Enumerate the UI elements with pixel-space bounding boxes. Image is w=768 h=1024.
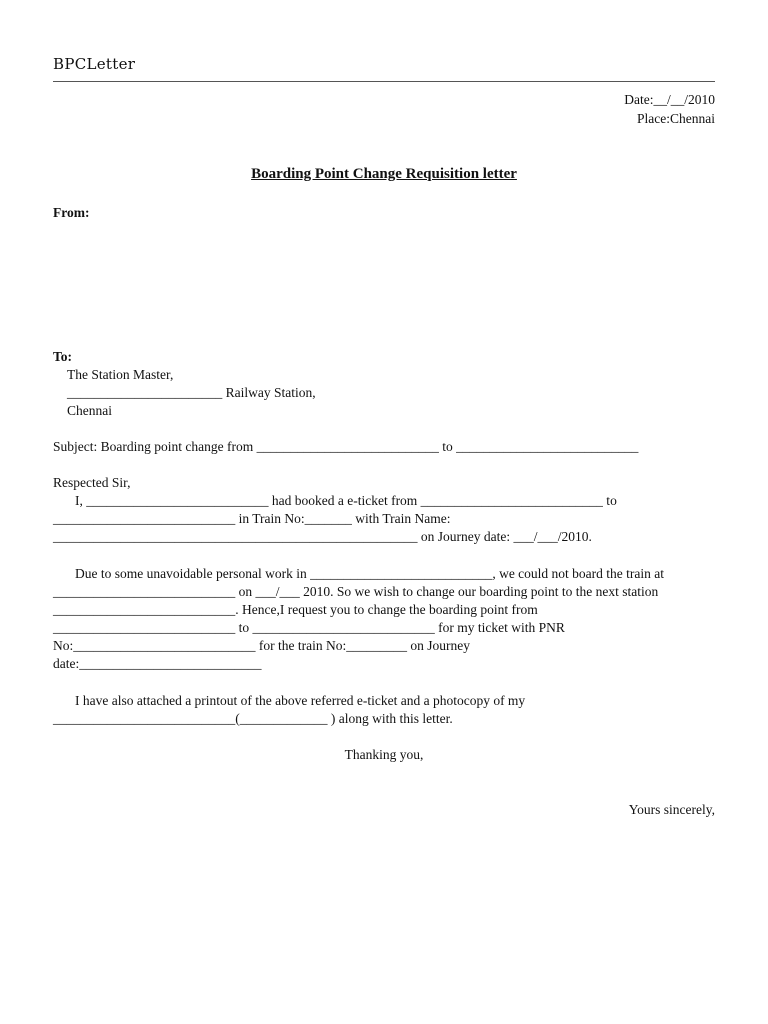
date-line: Date:__/__/2010 xyxy=(624,92,715,107)
from-label: From: xyxy=(53,205,90,220)
to-line-1: The Station Master, xyxy=(67,367,174,382)
para3-line-2: ___________________________(_____________ ) along with this letter. xyxy=(53,711,453,726)
to-line-3: Chennai xyxy=(67,403,112,418)
para1-line-1: I, ___________________________ had booked a e-ticket from ___________________________ to xyxy=(75,493,617,508)
sign-off-line: Yours sincerely, xyxy=(628,802,715,817)
subject-line: Subject: Boarding point change from ___________________________ to ___________________________ xyxy=(53,439,639,454)
header-divider xyxy=(53,81,715,82)
para2-line-2: ___________________________ on ___/___ 2010. So we wish to change our boarding point to the next station xyxy=(53,584,659,599)
to-line-2: _______________________ Railway Station, xyxy=(67,385,316,400)
para2-line-6: date:___________________________ xyxy=(53,656,262,671)
to-label: To: xyxy=(53,349,73,364)
para2-line-1: Due to some unavoidable personal work in ___________________________, we could not board the train at xyxy=(75,566,665,581)
para1-line-3: ______________________________________________________ on Journey date: ___/___/2010. xyxy=(53,529,592,544)
place-line: Place:Chennai xyxy=(637,111,715,126)
thanking-line: Thanking you, xyxy=(344,747,424,762)
para2-line-4: ___________________________ to ___________________________ for my ticket with PNR xyxy=(53,620,565,635)
letter-title-text: Boarding Point Change Requisition letter xyxy=(251,166,517,182)
letter-title xyxy=(0,166,768,183)
para1-line-2: ___________________________ in Train No:_______ with Train Name: xyxy=(53,511,451,526)
para2-line-3: ___________________________. Hence,I request you to change the boarding point from xyxy=(53,602,538,617)
para2-line-5: No:___________________________ for the train No:_________ on Journey xyxy=(53,638,470,653)
para3-line-1: I have also attached a printout of the above referred e-ticket and a photocopy of my xyxy=(75,693,526,708)
document-header-title: BPCLetter xyxy=(53,55,136,73)
salutation: Respected Sir, xyxy=(53,475,131,490)
